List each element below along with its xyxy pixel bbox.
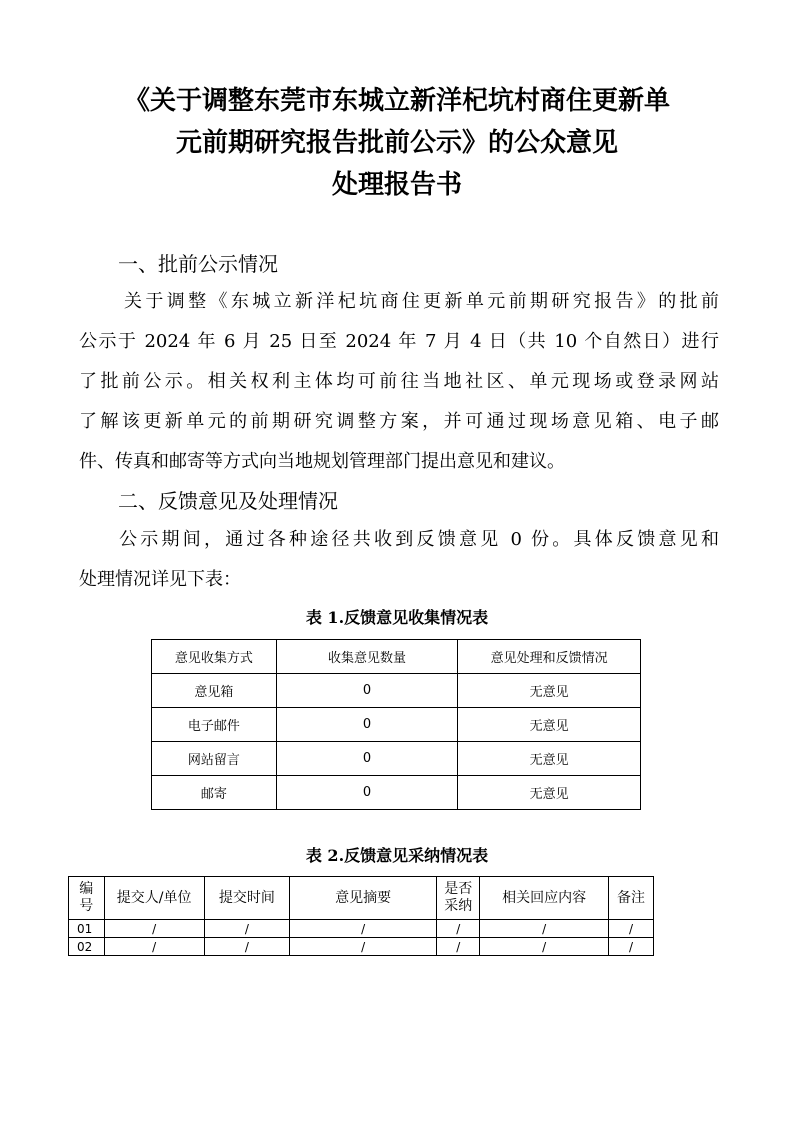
paragraph-line: 处理情况详见下表： (79, 569, 241, 590)
feedback-collection-table (151, 639, 641, 810)
table-1-caption: 表 1.反馈意见收集情况表 (305, 608, 489, 627)
table-row (152, 742, 641, 776)
table-cell: / (104, 938, 204, 956)
table-header-row (69, 877, 654, 920)
header-text: 是否 (444, 881, 473, 897)
column-header-number (69, 877, 105, 920)
paragraph-line: 公示于 2024 年 6 月 25 日至 2024 年 7 月 4 日（共 10 个自然日）进行 (79, 331, 719, 352)
table-cell: 0 (276, 708, 458, 742)
table-cell: 无意见 (458, 674, 641, 708)
table-cell: 0 (276, 742, 458, 776)
paragraph-line: 公示期间，通过各种途径共收到反馈意见 0 份。具体反馈意见和 (119, 529, 719, 550)
table-cell: / (609, 920, 654, 938)
table-cell: / (437, 920, 480, 938)
table-cell: / (290, 938, 437, 956)
table-cell: / (480, 938, 609, 956)
table-row (69, 938, 654, 956)
table-row (69, 920, 654, 938)
title-line-2: 元前期研究报告批前公示》的公众意见 (175, 128, 618, 158)
title-line-3: 处理报告书 (331, 170, 462, 200)
document-title (60, 80, 734, 206)
table-cell: 0 (276, 674, 458, 708)
table-cell: / (609, 938, 654, 956)
table-2-caption: 表 2.反馈意见采纳情况表 (305, 846, 489, 865)
section-1-heading: 一、批前公示情况 (118, 252, 278, 276)
paragraph-line: 件、传真和邮寄等方式向当地规划管理部门提出意见和建议。 (79, 451, 565, 472)
table-cell: 邮寄 (152, 776, 277, 810)
table-cell: / (480, 920, 609, 938)
column-header: 提交时间 (204, 877, 289, 920)
table-cell: 无意见 (458, 742, 641, 776)
table-row (152, 674, 641, 708)
table-cell: 无意见 (458, 776, 641, 810)
table-cell: 0 (276, 776, 458, 810)
header-text: 采纳 (444, 898, 473, 914)
title-line-1: 《关于调整东莞市东城立新洋杞坑村商住更新单 (123, 86, 670, 116)
feedback-adoption-table (68, 876, 654, 956)
column-header: 提交人/单位 (104, 877, 204, 920)
table-header-row (152, 640, 641, 674)
table-cell: 电子邮件 (152, 708, 277, 742)
table-cell: / (290, 920, 437, 938)
table-cell: 01 (69, 920, 105, 938)
table-cell: 意见箱 (152, 674, 277, 708)
section-1-paragraph (79, 282, 719, 482)
table-cell: / (104, 920, 204, 938)
column-header-adopted (437, 877, 480, 920)
table-cell: 网站留言 (152, 742, 277, 776)
column-header: 备注 (609, 877, 654, 920)
column-header: 意见处理和反馈情况 (458, 640, 641, 674)
column-header: 收集意见数量 (276, 640, 458, 674)
table-cell: / (204, 920, 289, 938)
table-row (152, 776, 641, 810)
table-cell: 02 (69, 938, 105, 956)
column-header: 意见收集方式 (152, 640, 277, 674)
paragraph-line: 关于调整《东城立新洋杞坑商住更新单元前期研究报告》的批前 (124, 291, 719, 312)
table-cell: / (204, 938, 289, 956)
header-text: 编 (79, 881, 94, 897)
section-2-paragraph (79, 520, 719, 600)
paragraph-line: 了批前公示。相关权利主体均可前往当地社区、单元现场或登录网站 (79, 371, 719, 392)
table-cell: 无意见 (458, 708, 641, 742)
table-cell: / (437, 938, 480, 956)
column-header: 相关回应内容 (480, 877, 609, 920)
table-row (152, 708, 641, 742)
header-text: 号 (79, 898, 94, 914)
section-2-heading: 二、反馈意见及处理情况 (118, 489, 338, 513)
paragraph-line: 了解该更新单元的前期研究调整方案，并可通过现场意见箱、电子邮 (79, 411, 719, 432)
column-header: 意见摘要 (290, 877, 437, 920)
